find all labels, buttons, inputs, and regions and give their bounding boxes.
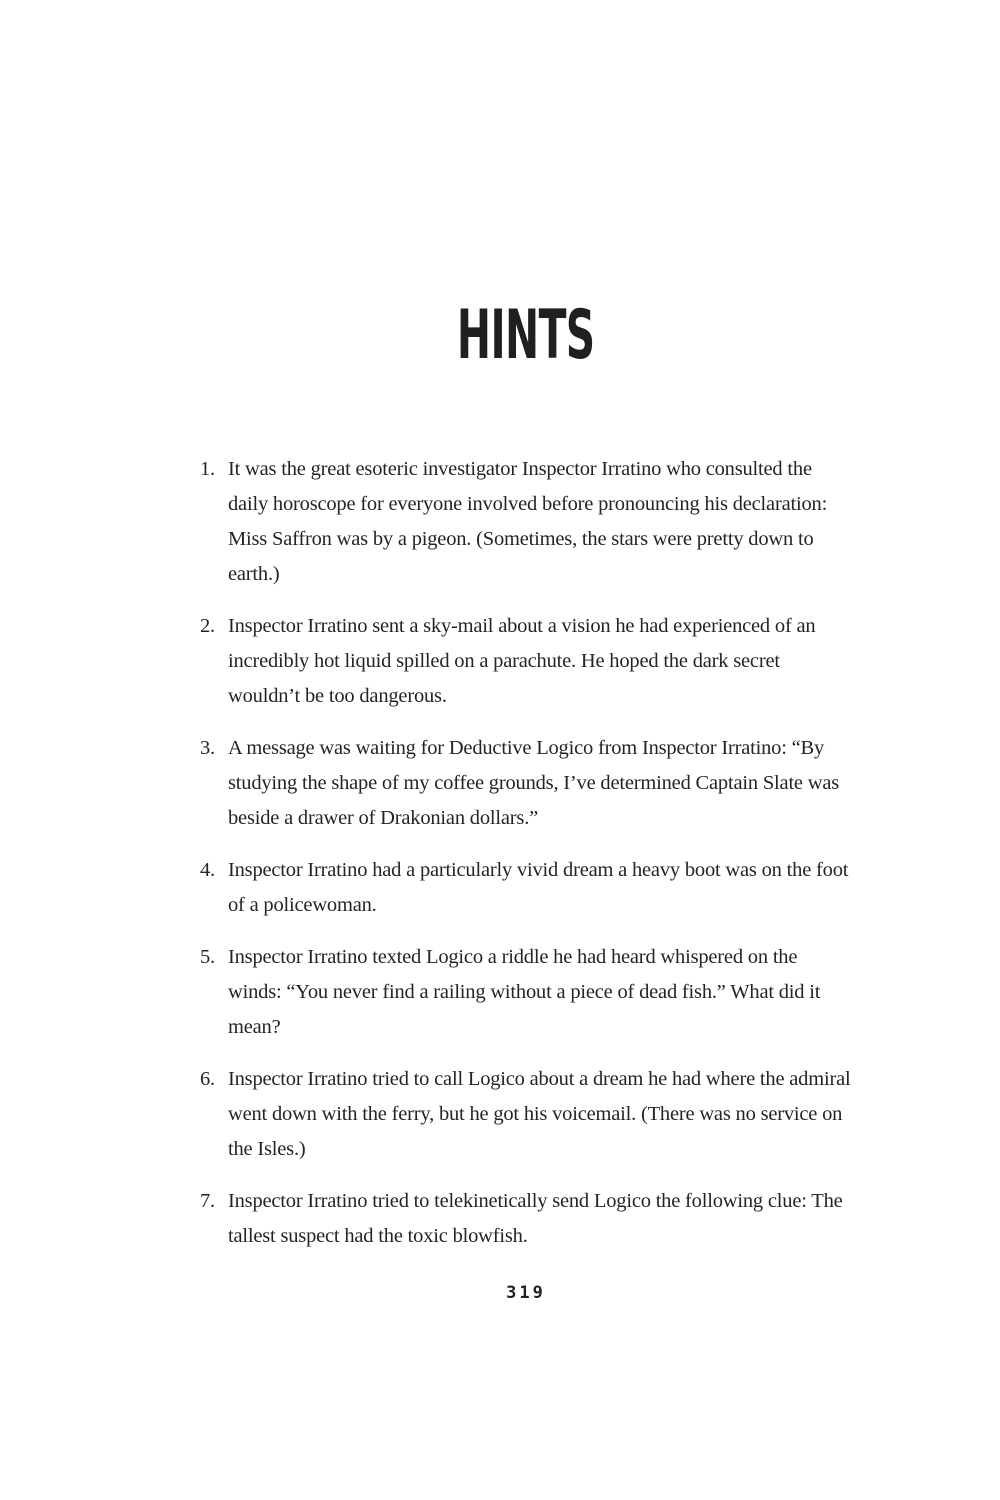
hint-number: 3. (200, 737, 215, 759)
hint-item (200, 452, 852, 592)
hint-text: Inspector Irratino texted Logico a riddle he had heard whispered on the winds: “You never find a railing without a piece of dead fish.” What did it mean? (228, 946, 821, 1038)
page-number-footer: 319 (506, 1283, 546, 1303)
hint-item (200, 609, 852, 714)
hint-text: Inspector Irratino tried to telekinetically send Logico the following clue: The tallest suspect had the toxic blowfish. (228, 1190, 843, 1247)
hint-item (200, 731, 852, 836)
hint-number: 7. (200, 1190, 215, 1212)
hint-text: Inspector Irratino sent a sky-mail about a vision he had experienced of an incredibly hot liquid spilled on a parachute. He hoped the dark secret wouldn’t be too dangerous. (228, 615, 816, 707)
hint-item (200, 940, 852, 1045)
hint-text: Inspector Irratino tried to call Logico about a dream he had where the admiral went down with the ferry, but he got his voicemail. (There was no service on the Isles.) (228, 1068, 851, 1160)
hint-number: 4. (200, 859, 215, 881)
hints-list (200, 452, 852, 1271)
hint-number: 5. (200, 946, 215, 968)
page-title: HINTS (457, 296, 595, 375)
hint-text: It was the great esoteric investigator Inspector Irratino who consulted the daily horoscope for everyone involved before pronouncing his declaration: Miss Saffron was by a pigeon. (Sometimes, the stars were pretty down to earth.) (228, 458, 828, 585)
hint-number: 2. (200, 615, 215, 637)
hint-number: 6. (200, 1068, 215, 1090)
hint-item (200, 1184, 852, 1254)
hint-text: A message was waiting for Deductive Logico from Inspector Irratino: “By studying the shape of my coffee grounds, I’ve determined Captain Slate was beside a drawer of Drakonian dollars.” (228, 737, 840, 829)
page-title-wrap (200, 296, 852, 375)
hint-item (200, 853, 852, 923)
hint-item (200, 1062, 852, 1167)
hint-number: 1. (200, 458, 215, 480)
hint-text: Inspector Irratino had a particularly vivid dream a heavy boot was on the foot of a policewoman. (228, 859, 849, 916)
